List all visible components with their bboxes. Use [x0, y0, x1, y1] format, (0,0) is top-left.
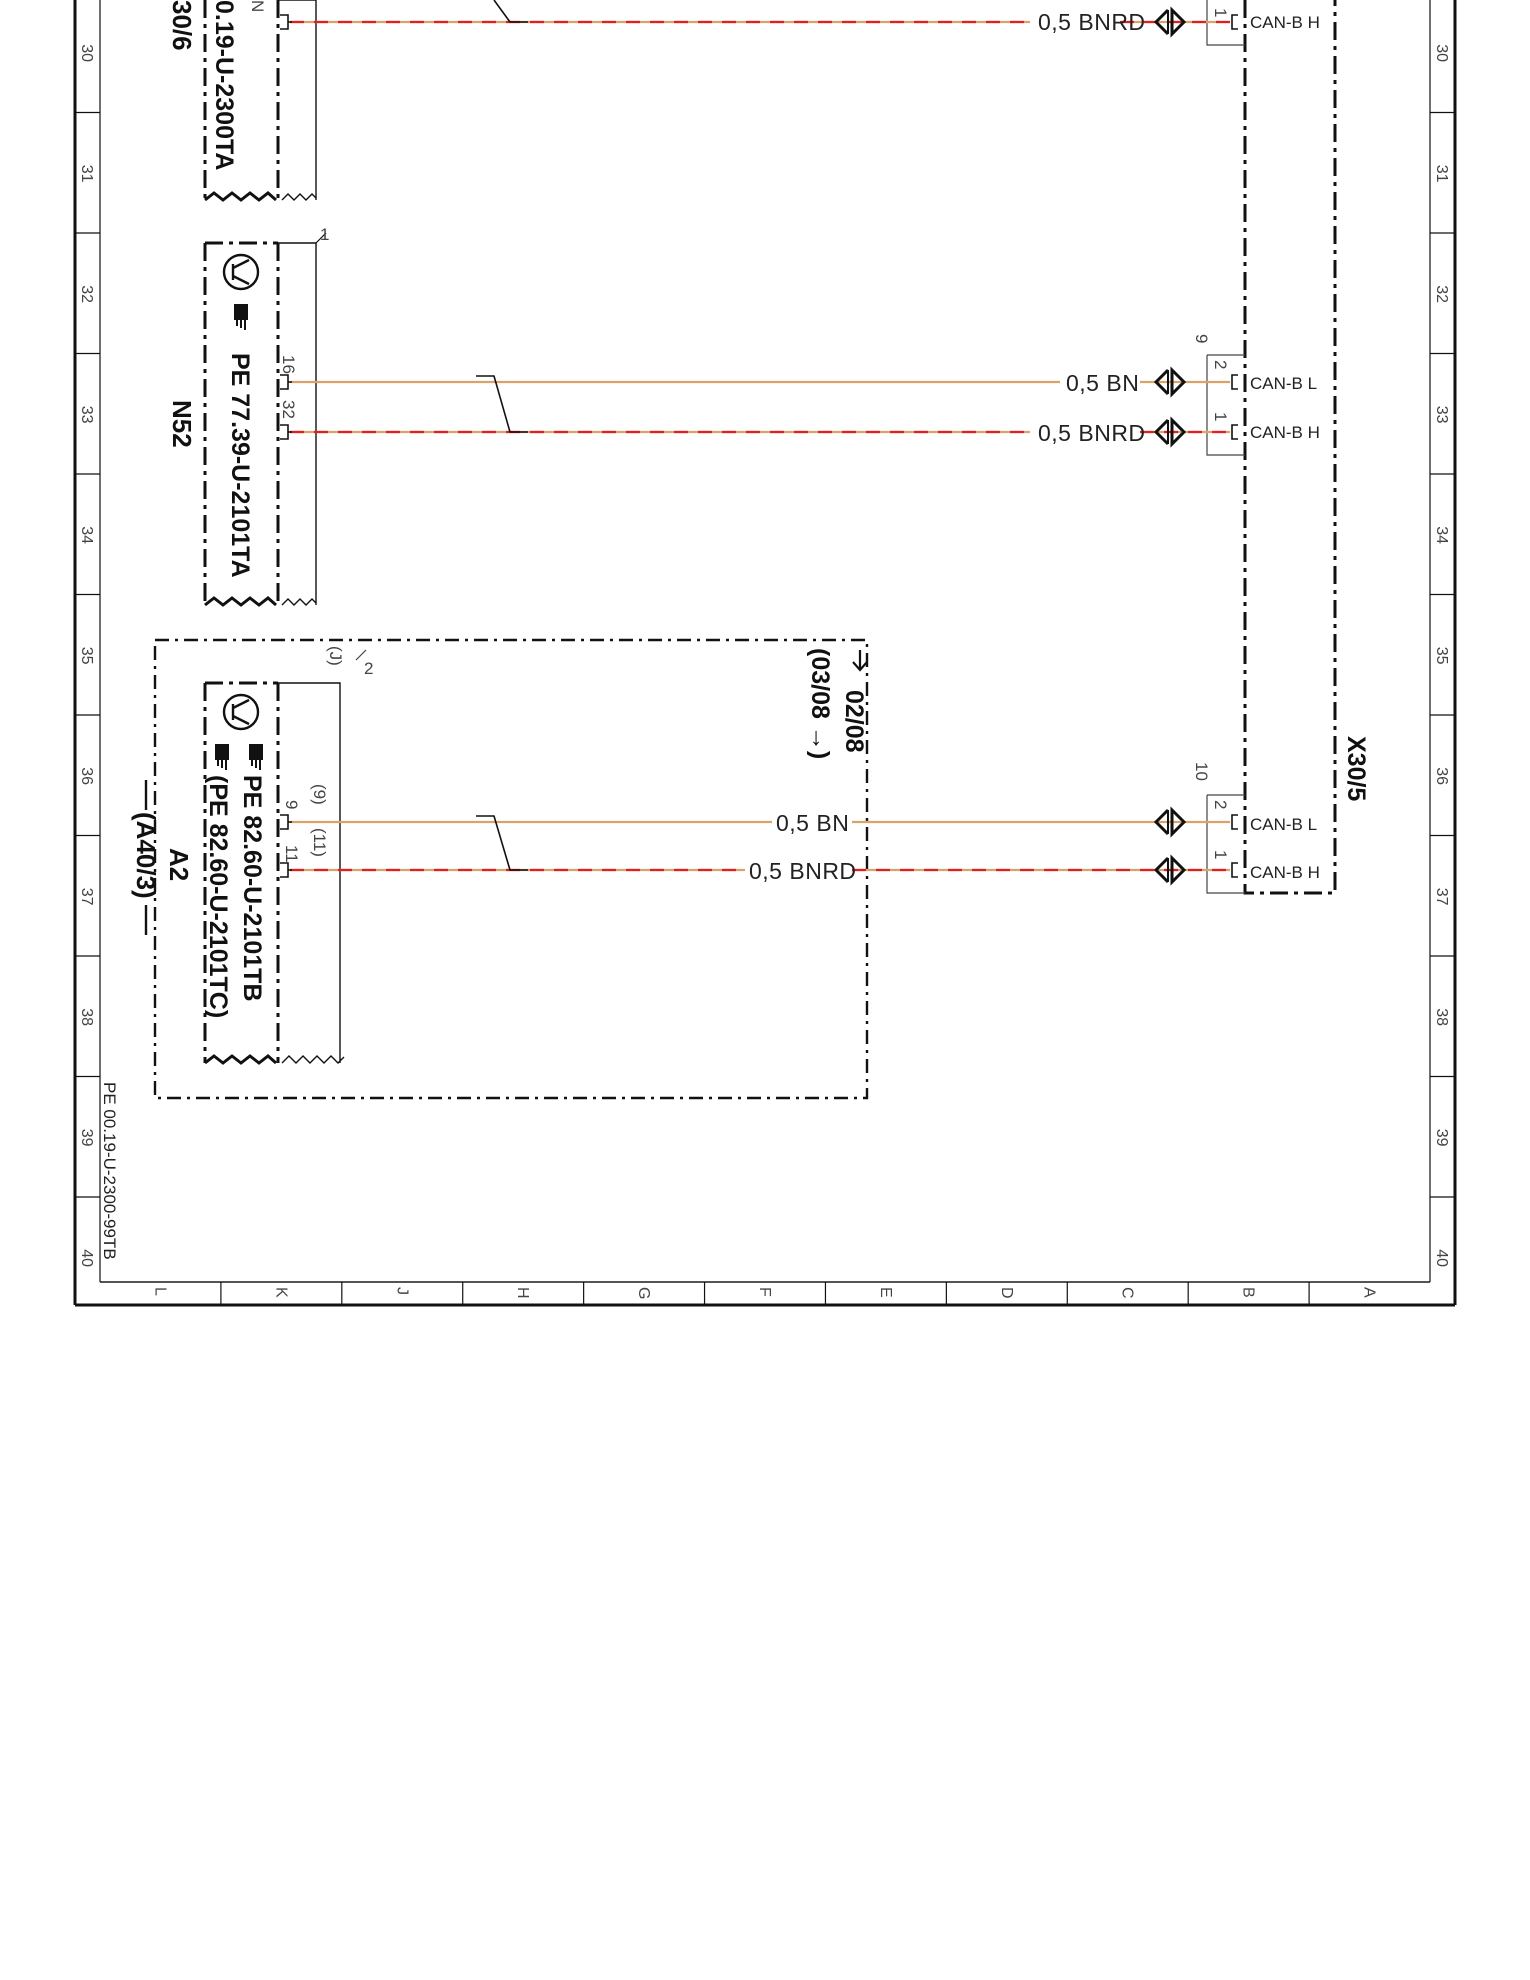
column-label: L [151, 1287, 169, 1296]
column-label: J [393, 1287, 411, 1295]
twisted-pair-mark [476, 0, 528, 870]
a2-ref: PE 82.60-U-2101TB [238, 775, 266, 1002]
a2-pin-label-alt: (9) [310, 784, 329, 805]
pin-stub [280, 15, 292, 877]
wire-can-h-a2 [290, 858, 1230, 884]
top-module-30-6 [167, 0, 316, 200]
column-label: E [876, 1287, 894, 1298]
sheet-frame [75, 0, 1455, 1305]
manual-pointer-icon [215, 744, 229, 770]
a2-validity: 02/08 [840, 690, 868, 753]
row-label: 31 [78, 164, 95, 183]
x30-5-pin: 1 [1211, 850, 1230, 860]
column-label: A [1360, 1287, 1378, 1298]
connector-layer [1156, 10, 1184, 882]
row-label: 40 [1433, 1249, 1450, 1268]
transistor-symbol-icon [224, 255, 258, 289]
drawing-code: PE 00.19-U-2300-99TB [100, 1082, 119, 1260]
row-label: 32 [78, 285, 95, 304]
top-module-ref: 0.19-U-2300TA [210, 0, 238, 171]
column-label: C [1118, 1287, 1136, 1299]
column-label: K [272, 1287, 290, 1298]
row-label: 38 [1433, 1008, 1450, 1027]
wire-can-l-a2 [290, 810, 1230, 836]
wire-can-h-top [290, 9, 1230, 35]
a2-ref-alt: (PE 82.60-U-2101TC) [204, 775, 232, 1019]
column-label: D [997, 1287, 1015, 1299]
row-label: 37 [78, 887, 95, 906]
row-label: 34 [1433, 526, 1450, 545]
column-label: F [756, 1287, 773, 1297]
a2-validity-alt: (03/08 →) [806, 648, 834, 760]
row-label: 40 [78, 1249, 95, 1268]
row-label: 37 [1433, 887, 1450, 906]
row-label: 38 [78, 1008, 95, 1027]
a2-designation: A2 [164, 848, 194, 882]
wire-label: 0,5 BNRD [1038, 420, 1146, 446]
row-label: 33 [78, 405, 95, 424]
a2-frame-pin-alt: (J) [326, 646, 345, 666]
wire-can-l-n52 [290, 370, 1230, 396]
row-label: 36 [1433, 767, 1450, 786]
manual-pointer-icon [234, 304, 248, 330]
n52-pin-label: 32 [279, 400, 298, 419]
x30-5-group-9-number: 9 [1192, 334, 1211, 344]
transistor-symbol-icon [224, 695, 258, 729]
x30-5-pin: 2 [1211, 800, 1230, 810]
row-label: 32 [1433, 285, 1450, 304]
row-label: 31 [1433, 164, 1450, 183]
x30-5-signal-label: CAN-B H [1250, 13, 1320, 32]
column-label: G [635, 1287, 653, 1300]
top-module-designation: 30/6 [167, 0, 197, 51]
top-module-extra: N [248, 0, 267, 13]
x30-5-group-10-number: 10 [1192, 762, 1211, 781]
n52-pin-label: 16 [279, 355, 298, 374]
n52-frame-pin: 1 [320, 225, 330, 244]
a2-pin-label-alt: (11) [310, 828, 329, 857]
a2-pin-label: 9 [282, 800, 301, 810]
column-label: B [1239, 1287, 1257, 1298]
a2-designation-alt: (A40/3) [131, 812, 161, 899]
x30-5-signal-label: CAN-B H [1250, 423, 1320, 442]
x30-5-pin: 1 [1211, 8, 1230, 18]
row-label: 30 [78, 44, 95, 63]
wire-can-h-n52 [290, 420, 1230, 446]
row-label: 33 [1433, 405, 1450, 424]
n52-ref: PE 77.39-U-2101TA [226, 353, 254, 578]
row-label: 39 [1433, 1128, 1450, 1147]
row-label: 39 [78, 1128, 95, 1147]
column-label: H [514, 1287, 532, 1299]
wire-layer [280, 0, 1238, 884]
n52-designation: N52 [167, 400, 197, 448]
x30-5-signal-label: CAN-B H [1250, 863, 1320, 882]
row-label: 35 [78, 646, 95, 665]
wire-label: 0,5 BN [1066, 370, 1140, 396]
x30-5-signal-label: CAN-B L [1250, 374, 1318, 393]
a2-frame-pin: 2 [364, 659, 374, 678]
column-grid-labels [151, 1287, 1377, 1299]
wire-label: 0,5 BN [776, 810, 850, 836]
x30-5-label: X30/5 [1342, 736, 1370, 802]
a2-pin-label: 11 [282, 845, 301, 863]
row-label: 35 [1433, 646, 1450, 665]
wire-label: 0,5 BNRD [1038, 9, 1146, 35]
x30-5-pin: 1 [1211, 412, 1230, 422]
x30-5-signal-label: CAN-B L [1250, 815, 1318, 834]
pin-stub [1232, 15, 1238, 877]
n52-module [167, 225, 329, 605]
wire-label: 0,5 BNRD [749, 858, 857, 884]
row-grid-ticks [75, 113, 1455, 1198]
row-label: 34 [78, 526, 95, 545]
x30-5-pin: 2 [1211, 360, 1230, 370]
x30-5-connector [1192, 0, 1370, 893]
row-label: 30 [1433, 44, 1450, 63]
row-label: 36 [78, 767, 95, 786]
manual-pointer-icon [249, 744, 263, 770]
